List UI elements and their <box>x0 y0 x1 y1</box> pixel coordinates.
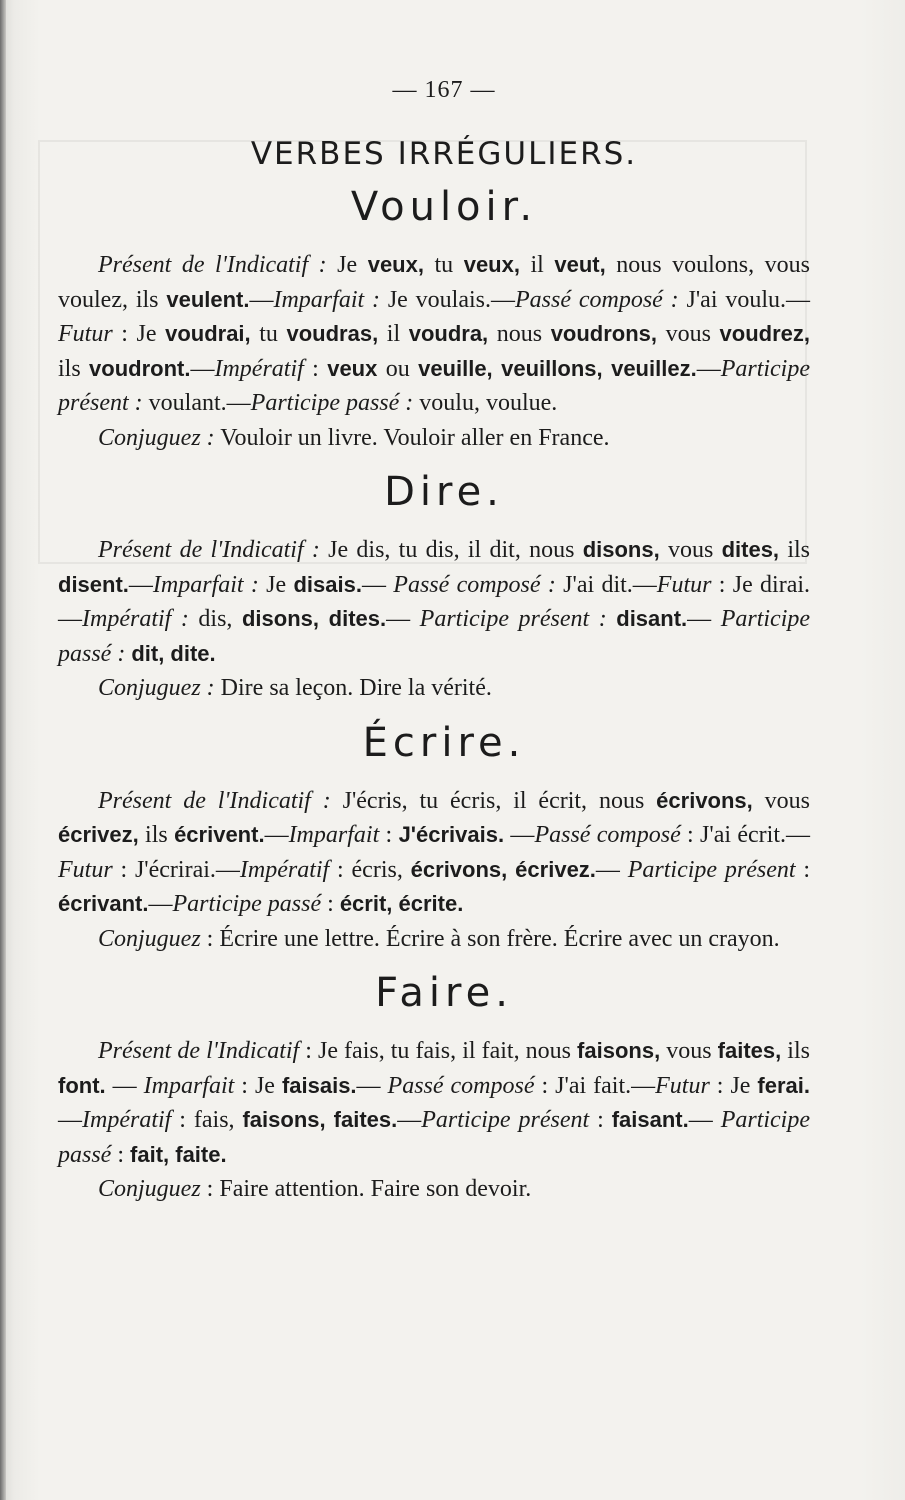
irregular-form: veulent. <box>166 286 250 312</box>
tense-label: Futur <box>655 1072 710 1099</box>
irregular-form: faisais. <box>281 1072 357 1098</box>
page-number: — 167 — <box>392 77 496 103</box>
irregular-form: J'écrivais. <box>398 822 505 847</box>
irregular-form: voudrai, <box>165 321 251 346</box>
irregular-form: écrivez, <box>58 822 139 847</box>
irregular-form: voudra, <box>408 321 489 346</box>
exercise-dire: Conjuguez : Dire sa leçon. Dire la vérité. <box>98 675 492 701</box>
tense-label: Futur <box>58 321 113 347</box>
irregular-form: écrivant. <box>58 891 149 916</box>
conjugation-faire: Présent de l'Indicatif : Je fais, tu fais, il fait, nous faisons, vous faites, ils font. — Imparfait : Je faisais.— Passé composé : J'ai fait.—Futur : Je ferai.—Impératif : fais, faisons, faites.—Participe présent : faisant.— Participe passé : fait, faite. <box>58 1038 811 1168</box>
irregular-form: veux, <box>367 252 424 277</box>
irregular-form: disant. <box>616 606 688 631</box>
tense-label: Conjuguez <box>98 925 201 952</box>
conjugation-ecrire: Présent de l'Indicatif : J'écris, tu écris, il écrit, nous écrivons, vous écrivez, ils écrivent.—Imparfait : J'écrivais. —Passé composé : J'ai écrit.—Futur : J'écrirai.—Impératif : écris, écrivons, écrivez.— Participe présent : écrivant.—Participe passé : écrit, écrite. <box>58 787 811 917</box>
irregular-form: voudrons, <box>550 321 658 346</box>
tense-label: Participe présent : <box>58 355 810 416</box>
irregular-form: font. <box>58 1072 106 1098</box>
tense-label: Participe présent <box>627 856 796 883</box>
irregular-form: écrivent. <box>174 822 265 847</box>
tense-label: Impératif <box>214 355 304 382</box>
irregular-form: faisons, faites. <box>242 1107 398 1132</box>
irregular-form: disons, dites. <box>241 606 387 631</box>
irregular-form: écrivons, <box>656 787 753 813</box>
verb-title-vouloir: Vouloir. <box>350 184 538 230</box>
tense-label: Présent de l'Indicatif : <box>98 537 320 563</box>
irregular-form: veux, <box>463 252 520 277</box>
tense-label: Participe passé <box>172 891 322 917</box>
tense-label: Futur <box>58 856 113 883</box>
irregular-form: fait, faite. <box>130 1141 227 1167</box>
tense-label: Futur <box>656 571 712 598</box>
tense-label: Conjuguez : <box>98 424 215 451</box>
tense-label: Imparfait : <box>273 286 380 313</box>
irregular-form: faisons, <box>577 1038 661 1063</box>
conjugation-vouloir: Présent de l'Indicatif : Je veux, tu veux, il veut, nous voulons, vous voulez, ils veulent.—Imparfait : Je voulais.—Passé composé : J'ai voulu.—Futur : Je voudrai, tu voudras, il voudra, nous voudrons, vous voudrez, ils voudront.—Impératif : veux ou veuille, veuillons, veuillez.—Participe présent : voulant.—Participe passé : voulu, voulue. <box>58 252 811 416</box>
tense-label: Participe passé <box>58 1107 810 1168</box>
irregular-form: veut, <box>554 252 606 277</box>
tense-label: Présent de l'Indicatif : <box>98 787 331 814</box>
tense-label: Impératif <box>82 1107 172 1133</box>
tense-label: Présent de l'Indicatif : <box>98 252 327 278</box>
irregular-form: voudrez, <box>719 321 811 346</box>
section-title: VERBES IRRÉGULIERS. <box>250 136 638 172</box>
tense-label: Passé composé : <box>393 571 556 598</box>
tense-label: Participe passé : <box>250 390 414 416</box>
exercise-faire: Conjuguez : Faire attention. Faire son devoir. <box>98 1176 532 1202</box>
exercise-ecrire: Conjuguez : Écrire une lettre. Écrire à son frère. Écrire avec un crayon. <box>98 925 780 952</box>
tense-label: Imparfait : <box>152 571 259 598</box>
tense-label: Impératif <box>239 856 330 883</box>
irregular-form: écrivons, écrivez. <box>410 856 596 882</box>
tense-label: Participe présent <box>421 1107 590 1133</box>
irregular-form: ferai. <box>757 1072 811 1098</box>
tense-label: Imparfait <box>143 1072 235 1099</box>
tense-label: Participe présent : <box>419 606 607 632</box>
irregular-form: écrit, écrite. <box>339 891 464 916</box>
irregular-form: faisant. <box>611 1107 689 1132</box>
irregular-form: dit, dite. <box>131 640 216 666</box>
irregular-form: faites, <box>717 1038 782 1063</box>
tense-label: Passé composé : <box>515 286 679 313</box>
tense-label: Passé composé <box>534 822 681 848</box>
tense-label: Impératif : <box>82 606 189 632</box>
irregular-form: voudras, <box>286 321 379 346</box>
irregular-form: veuille, veuillons, veuillez. <box>418 355 697 381</box>
exercise-vouloir: Conjuguez : Vouloir un livre. Vouloir aller en France. <box>98 424 610 451</box>
tense-label: Présent de l'Indicatif <box>98 1038 300 1064</box>
page-content <box>58 70 810 1207</box>
tense-label: Passé composé <box>387 1072 535 1099</box>
conjugation-dire: Présent de l'Indicatif : Je dis, tu dis, il dit, nous disons, vous dites, ils disent.—Imparfait : Je disais.— Passé composé : J'ai dit.—Futur : Je dirai.—Impératif : dis, disons, dites.— Participe présent : disant.— Participe passé : dit, dite. <box>58 537 811 667</box>
tense-label: Participe passé : <box>58 606 811 667</box>
verb-title-ecrire: Écrire. <box>362 719 526 766</box>
irregular-form: disons, <box>582 537 660 562</box>
verb-title-faire: Faire. <box>375 970 513 1016</box>
tense-label: Imparfait <box>288 822 380 848</box>
irregular-form: disent. <box>58 571 129 597</box>
irregular-form: veux <box>327 355 378 381</box>
tense-label: Conjuguez <box>98 1176 201 1202</box>
tense-label: Conjuguez : <box>98 675 215 701</box>
book-spine-shadow <box>0 0 6 1500</box>
irregular-form: voudront. <box>89 355 191 381</box>
verb-title-dire: Dire. <box>384 469 504 515</box>
irregular-form: disais. <box>293 571 362 597</box>
irregular-form: dites, <box>721 537 780 562</box>
